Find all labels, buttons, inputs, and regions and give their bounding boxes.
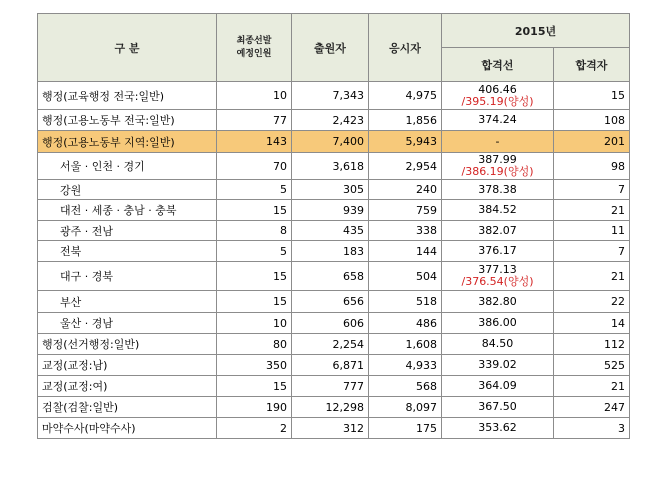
header-planned-line1: 최종선발: [236, 35, 272, 46]
cell-examinees: 504: [369, 262, 442, 291]
cell-cutoff: [442, 418, 554, 439]
cell-passers: 11: [554, 221, 630, 241]
cutoff-gender-balanced: /395.19(양성): [461, 94, 534, 108]
cell-cutoff: [442, 241, 554, 262]
cutoff-score: 386.00: [478, 316, 517, 329]
cell-passers: 112: [554, 334, 630, 355]
cell-passers: 3: [554, 418, 630, 439]
cell-category: 행정(교육행정 전국:일반): [38, 82, 217, 110]
cell-examinees: 568: [369, 376, 442, 397]
cell-planned: 15: [217, 376, 292, 397]
cell-planned: 80: [217, 334, 292, 355]
cell-category: 행정(고용노동부 지역:일반): [38, 131, 217, 153]
cell-cutoff: [442, 334, 554, 355]
cutoff-score: 406.46: [478, 82, 517, 96]
cell-cutoff: [442, 262, 554, 291]
table-row: [38, 355, 630, 376]
cell-applicants: 777: [292, 376, 369, 397]
cell-cutoff: [442, 82, 554, 110]
cell-category: 행정(선거행정:일반): [38, 334, 217, 355]
cell-category: 광주 · 전남: [38, 221, 217, 241]
cell-applicants: 7,343: [292, 82, 369, 110]
cell-category: 행정(고용노동부 전국:일반): [38, 110, 217, 131]
cell-examinees: 1,856: [369, 110, 442, 131]
cell-planned: 10: [217, 82, 292, 110]
cutoff-gender-balanced: /376.54(양성): [461, 275, 534, 288]
cell-applicants: 12,298: [292, 397, 369, 418]
cell-examinees: 2,954: [369, 153, 442, 180]
cell-examinees: 759: [369, 200, 442, 221]
cell-category: 울산 · 경남: [38, 313, 217, 334]
cell-passers: 21: [554, 200, 630, 221]
cell-applicants: 3,618: [292, 153, 369, 180]
table-row: [38, 313, 630, 334]
cutoff-score: 353.62: [478, 421, 517, 434]
cutoff-score: 364.09: [478, 379, 517, 392]
cell-passers: 22: [554, 291, 630, 313]
cell-passers: 21: [554, 376, 630, 397]
cell-planned: 5: [217, 241, 292, 262]
table-row: [38, 397, 630, 418]
cell-cutoff: [442, 376, 554, 397]
cell-examinees: 8,097: [369, 397, 442, 418]
cell-cutoff: [442, 221, 554, 241]
cell-examinees: 1,608: [369, 334, 442, 355]
cell-passers: 15: [554, 82, 630, 110]
cutoff-score: 84.50: [481, 337, 514, 350]
cell-applicants: 7,400: [292, 131, 369, 153]
cutoff-score: 339.02: [478, 358, 517, 371]
cell-category: 대전 · 세종 · 충남 · 충북: [38, 200, 217, 221]
cell-passers: 201: [554, 131, 630, 153]
table-row: [38, 153, 630, 180]
cell-planned: 350: [217, 355, 292, 376]
cell-category: 교정(교정:남): [38, 355, 217, 376]
cell-examinees: 4,975: [369, 82, 442, 110]
cell-examinees: 144: [369, 241, 442, 262]
cell-passers: 525: [554, 355, 630, 376]
cell-passers: 247: [554, 397, 630, 418]
cutoff-score: -: [495, 134, 500, 148]
cell-category: 마약수사(마약수사): [38, 418, 217, 439]
cutoff-score: 377.13: [478, 263, 517, 276]
cell-applicants: 939: [292, 200, 369, 221]
cell-planned: 190: [217, 397, 292, 418]
table-row: [38, 334, 630, 355]
table-body: [38, 82, 630, 439]
table-row: [38, 418, 630, 439]
cell-planned: 15: [217, 200, 292, 221]
cell-passers: 14: [554, 313, 630, 334]
table-header: [38, 14, 630, 82]
cell-examinees: 240: [369, 180, 442, 200]
cell-applicants: 6,871: [292, 355, 369, 376]
cell-applicants: 305: [292, 180, 369, 200]
cell-applicants: 2,254: [292, 334, 369, 355]
cell-cutoff: [442, 313, 554, 334]
table-row: [38, 131, 630, 153]
cell-examinees: 338: [369, 221, 442, 241]
cutoff-score: 384.52: [478, 203, 517, 216]
cell-examinees: 486: [369, 313, 442, 334]
cutoff-gender-balanced: /386.19(양성): [461, 165, 534, 178]
cell-applicants: 606: [292, 313, 369, 334]
cutoff-score: 387.99: [478, 153, 517, 166]
cell-applicants: 183: [292, 241, 369, 262]
cell-applicants: 656: [292, 291, 369, 313]
cell-applicants: 658: [292, 262, 369, 291]
cell-cutoff: [442, 355, 554, 376]
cell-planned: 10: [217, 313, 292, 334]
cell-cutoff: [442, 397, 554, 418]
cell-planned: 2: [217, 418, 292, 439]
cell-category: 부산: [38, 291, 217, 313]
cell-passers: 108: [554, 110, 630, 131]
cell-applicants: 2,423: [292, 110, 369, 131]
cell-cutoff: [442, 110, 554, 131]
cell-category: 교정(교정:여): [38, 376, 217, 397]
cell-planned: 77: [217, 110, 292, 131]
table-row: [38, 200, 630, 221]
header-planned-line2: 예정인원: [236, 48, 272, 59]
cutoff-score: 367.50: [478, 400, 517, 413]
table-row: [38, 241, 630, 262]
cell-examinees: 175: [369, 418, 442, 439]
cell-category: 강원: [38, 180, 217, 200]
cell-planned: 15: [217, 262, 292, 291]
table-row: [38, 82, 630, 110]
cell-cutoff: [442, 180, 554, 200]
cell-examinees: 4,933: [369, 355, 442, 376]
cutoff-score: 374.24: [478, 113, 517, 126]
cell-planned: 70: [217, 153, 292, 180]
table-row: [38, 180, 630, 200]
recruitment-table: [37, 13, 630, 439]
cell-applicants: 312: [292, 418, 369, 439]
header-cutoff: 합격선: [442, 48, 554, 82]
cell-passers: 7: [554, 180, 630, 200]
cell-cutoff: [442, 291, 554, 313]
cutoff-score: 378.38: [478, 182, 517, 196]
cell-passers: 98: [554, 153, 630, 180]
header-applicants: 출원자: [292, 14, 369, 82]
cell-examinees: 518: [369, 291, 442, 313]
cutoff-score: 382.07: [478, 223, 517, 237]
header-examinees: 응시자: [369, 14, 442, 82]
table-row: [38, 291, 630, 313]
cell-planned: 5: [217, 180, 292, 200]
cell-cutoff: [442, 131, 554, 153]
cell-cutoff: [442, 200, 554, 221]
cell-category: 전북: [38, 241, 217, 262]
cell-cutoff: [442, 153, 554, 180]
cell-passers: 21: [554, 262, 630, 291]
cutoff-score: 382.80: [478, 294, 517, 308]
cell-planned: 8: [217, 221, 292, 241]
cell-applicants: 435: [292, 221, 369, 241]
cell-category: 서울 · 인천 · 경기: [38, 153, 217, 180]
table-row: [38, 262, 630, 291]
cell-passers: 7: [554, 241, 630, 262]
header-year: 2015년: [442, 14, 630, 48]
cell-planned: 143: [217, 131, 292, 153]
header-category: 구 분: [38, 14, 217, 82]
table-row: [38, 110, 630, 131]
cell-category: 검찰(검찰:일반): [38, 397, 217, 418]
cutoff-score: 376.17: [478, 244, 517, 257]
header-planned: [217, 14, 292, 82]
table-row: [38, 221, 630, 241]
cell-examinees: 5,943: [369, 131, 442, 153]
header-passers: 합격자: [554, 48, 630, 82]
cell-category: 대구 · 경북: [38, 262, 217, 291]
cell-planned: 15: [217, 291, 292, 313]
table-row: [38, 376, 630, 397]
